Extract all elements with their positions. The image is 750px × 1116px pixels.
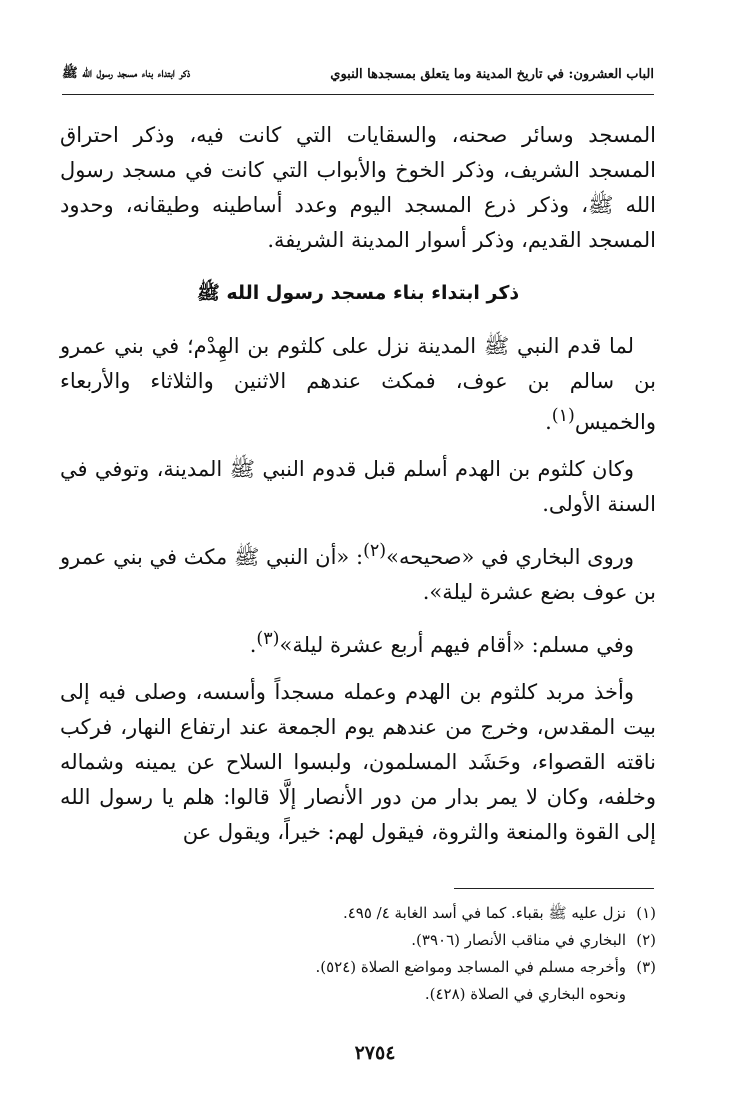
footnote-divider bbox=[454, 888, 654, 889]
footnote-text: نزل عليه ﷺ بقباء. كما في أسد الغابة ٤/ ٤٩٥. bbox=[342, 904, 626, 922]
paragraph-1: لما قدم النبي ﷺ المدينة نزل على كلثوم بن الهِدْم؛ في بني عمرو بن سالم بن عوف، فمكث عندهم الاثنين والثلاثاء والأربعاء والخميس$^{(١)}$. bbox=[60, 334, 656, 434]
section-heading: ذكر ابتداء بناء مسجد رسول الله ﷺ bbox=[196, 282, 520, 304]
intro-paragraph: المسجد وسائر صحنه، والسقايات التي كانت فيه، وذكر احتراق المسجد الشريف، وذكر الخوخ والأبواب التي كانت في مسجد رسول الله ﷺ، وذكر ذرع المسجد اليوم وعدد أساطينه وطيقانه، وحدود المسجد القديم، وذكر أسوار المدينة الشريفة. bbox=[60, 123, 656, 252]
footnotes bbox=[80, 900, 656, 1008]
footnote-ref-2[interactable]: (٢) bbox=[363, 541, 387, 561]
footnote-number: (٣) bbox=[636, 958, 656, 976]
main-text bbox=[60, 118, 656, 850]
header-chapter-title: الباب العشرون: في تاريخ المدينة وما يتعلق بمسجدها النبوي bbox=[330, 66, 654, 82]
header-section-title: ذكر ابتداء بناء مسجد رسول الله ﷺ bbox=[62, 65, 191, 81]
footnote-ref-3[interactable]: (٣) bbox=[256, 629, 280, 649]
paragraph-4: وفي مسلم: «أقام فيهم أربع عشرة ليلة»$^{(٣)}$. bbox=[249, 629, 634, 657]
page-number: ٢٧٥٤ bbox=[354, 1042, 396, 1064]
footnote-number: (١) bbox=[636, 904, 656, 922]
footnote-2 bbox=[80, 927, 656, 954]
footnote-text: وأخرجه مسلم في المساجد ومواضع الصلاة (٥٢٤). bbox=[315, 958, 626, 976]
footnote-number: (٢) bbox=[636, 931, 656, 949]
paragraph-2: وكان كلثوم بن الهدم أسلم قبل قدوم النبي ﷺ المدينة، وتوفي في السنة الأولى. bbox=[60, 457, 656, 516]
footnote-1 bbox=[80, 900, 656, 927]
paragraph-3: وروى البخاري في «صحيحه»$^{(٢)}$: «أن النبي ﷺ مكث في بني عمرو بن عوف بضع عشرة ليلة». bbox=[60, 541, 656, 604]
footnote-text: البخاري في مناقب الأنصار (٣٩٠٦). bbox=[411, 931, 626, 949]
header-divider bbox=[62, 94, 654, 95]
paragraph-5: وأخذ مربد كلثوم بن الهدم وعمله مسجداً وأسسه، وصلى فيه إلى بيت المقدس، وخرج من عندهم يوم الجمعة عند ارتفاع النهار، فركب ناقته القصواء، وحَشَد المسلمون، ولبسوا السلاح عن يمينه وشماله وخلفه، وكان لا يمر بدار من دور الأنصار إلَّا قالوا: هلم يا رسول الله إلى القوة والمنعة والثروة، فيقول لهم: خيراً، ويقول عن bbox=[60, 680, 656, 844]
footnote-3-continuation: ونحوه البخاري في الصلاة (٤٢٨). bbox=[424, 985, 626, 1003]
footnote-3 bbox=[80, 954, 656, 981]
running-header bbox=[62, 62, 654, 86]
footnote-ref-1[interactable]: (١) bbox=[551, 406, 575, 426]
